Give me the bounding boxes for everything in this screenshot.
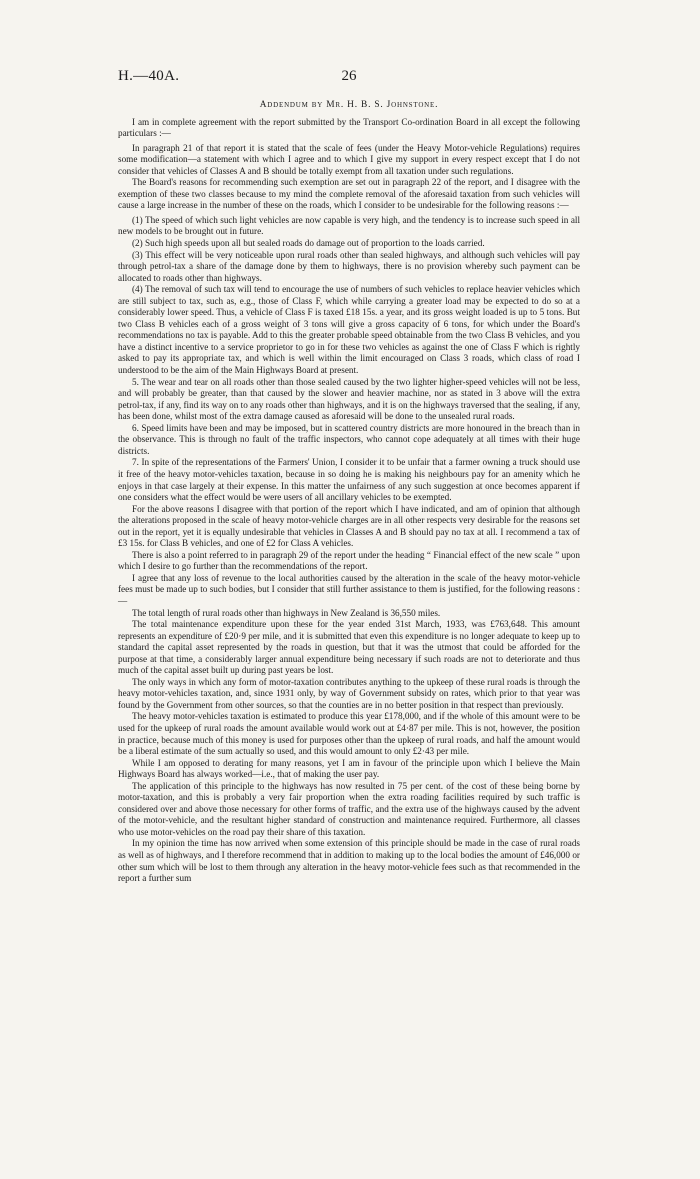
paragraph: The total length of rural roads other than highways in New Zealand is 36,550 miles. — [132, 607, 441, 618]
page-header — [118, 68, 580, 92]
paragraph: I agree that any loss of revenue to the local authorities caused by the alteration in the scale of the heavy motor-vehicle fees must be made up to such bodies, but I consider that still further assistance to them is justified, for the following reasons :— — [118, 572, 580, 606]
paragraph: I am in complete agreement with the report submitted by the Transport Co-ordination Board in all except the following particulars :— — [118, 116, 580, 139]
paragraph: The only ways in which any form of motor-taxation contributes anything to the upkeep of these rural roads is through the heavy motor-vehicles taxation, and, since 1931 only, by way of Government subsidy on rates, which prior to that year was found by the Government from other sources, so that the counties are in no better position in that respect than previously. — [118, 676, 580, 710]
paragraph: In paragraph 21 of that report it is stated that the scale of fees (under the Heavy Motor-vehicle Regulations) requires some modification—a statement with which I agree and to which I give my support in every respect except that I do not consider that vehicles of Classes A and B should be totally exempt from all taxation under such regulations. — [118, 142, 580, 176]
paragraph: The application of this principle to the highways has now resulted in 75 per cent. of the cost of these being borne by motor-taxation, and this is probably a very fair proportion when the extra roading facilities required by such traffic is considered over and above those necessary for other forms of traffic, and the extra use of the highways caused by the advent of the motor-vehicle, and the resultant higher standard of construction and maintenance required. Furthermore, all classes who use motor-vehicles on the road pay their share of this taxation. — [118, 780, 580, 837]
paragraph: The heavy motor-vehicles taxation is estimated to produce this year £178,000, and if the whole of this amount were to be used for the upkeep of rural roads the amount available would work out at £4·87 per mile. This is not, however, the position in practice, because much of this money is used for purposes other than the upkeep of rural roads, and half the amount would be a liberal estimate of the sum actually so used, and this would amount to only £2·43 per mile. — [118, 711, 580, 757]
paragraph: 6. Speed limits have been and may be imposed, but in scattered country districts are more honoured in the breach than in the observance. This is through no fault of the traffic inspectors, who cannot cope adequately at all times with their huge districts. — [118, 422, 580, 456]
document-body — [118, 100, 580, 885]
page-number: 26 — [341, 68, 357, 84]
paragraph: (2) Such high speeds upon all but sealed roads do damage out of proportion to the loads carried. — [132, 238, 485, 249]
paragraph: 5. The wear and tear on all roads other than those sealed caused by the two lighter higher-speed vehicles will not be less, and will probably be greater, than that caused by the slower and heavier machine, nor as stated in 3 above will the extra petrol-tax, if any, find its way on to any roads other than highways, and it is on the highways traversed that the sealing, if any, has been done, whilst most of the extra damage caused as aforesaid will be done to the unsealed rural roads. — [118, 376, 580, 422]
paragraph: In my opinion the time has now arrived when some extension of this principle should be made in the case of rural roads as well as of highways, and I therefore recommend that in addition to making up to the local bodies the amount of £46,000 or other sum which will be lost to them through any alteration in the heavy motor-vehicle fees such as that recommended in the report a further sum — [118, 838, 580, 884]
addendum-title: Addendum by Mr. H. B. S. Johnstone. — [259, 100, 439, 110]
paragraph: The total maintenance expenditure upon these for the year ended 31st March, 1933, was £763,648. This amount represents an expenditure of £20·9 per mile, and it is submitted that even this expenditure is no longer adequate to keep up to standard the capital asset represented by the roads in question, but that it was the utmost that could be afforded for the purpose at that time, a considerably larger annual expenditure being necessary if such roads are not to deteriorate and thus much of the capital asset built up during past years be lost. — [118, 619, 580, 676]
document-reference: H.—40A. — [118, 68, 180, 84]
paragraph: (1) The speed of which such light vehicles are now capable is very high, and the tendency is to increase such speed in all new models to be brought out in future. — [118, 214, 580, 237]
paragraph: For the above reasons I disagree with that portion of the report which I have indicated, and am of opinion that although the alterations proposed in the scale of heavy motor-vehicle charges are in all other respects very desirable for the reasons set out in the report, yet it is equally undesirable that vehicles in Classes A and B should pay no tax at all. I recommend a tax of £3 15s. for Class B vehicles, and one of £2 for Class A vehicles. — [118, 503, 580, 549]
paragraph: 7. In spite of the representations of the Farmers' Union, I consider it to be unfair that a farmer owning a truck should use it free of the heavy motor-vehicles taxation, because in so doing he is making his neighbours pay for an amenity which he enjoys in that case largely at their expense. In this matter the unfairness of any such suggestion at once becomes apparent if one considers what the effect would be were users of all ancillary vehicles to be exempted. — [118, 457, 580, 503]
paragraph: There is also a point referred to in paragraph 29 of the report under the heading “ Financial effect of the new scale ” upon which I desire to go further than the recommendations of the report. — [118, 549, 580, 572]
paragraph: (3) This effect will be very noticeable upon rural roads other than sealed highways, and although such vehicles will pay through petrol-tax a share of the damage done by them to highways, there is no provision whereby such payment can be allocated to roads other than highways. — [118, 249, 580, 283]
paragraph: While I am opposed to derating for many reasons, yet I am in favour of the principle upon which I believe the Main Highways Board has always worked—i.e., that of making the user pay. — [118, 757, 580, 780]
paragraph: (4) The removal of such tax will tend to encourage the use of numbers of such vehicles to replace heavier vehicles which are still subject to tax, such as, e.g., those of Class F, which while carrying a greater load may be expected to do so at a considerably lower speed. Thus, a vehicle of Class F is taxed £18 15s. a year, and its gross weight loaded is up to 5 tons. But two Class B vehicles each of a gross weight of 3 tons will give a gross capacity of 6 tons, for which under the Board's recommendations no tax is payable. Add to this the greater probable speed obtainable from the two Class B vehicles, and you have a distinct incentive to a service proprietor to go in for these two vehicles as against the one of Class F which is rightly asked to pay its appropriate tax, and which is well within the limit encouraged on Class 3 roads, which class of road I understood to be the aim of the Main Highways Board at present. — [118, 284, 580, 376]
paragraph: The Board's reasons for recommending such exemption are set out in paragraph 22 of the report, and I disagree with the exemption of these two classes because to my mind the complete removal of the aforesaid taxation from such vehicles will cause a large increase in the number of these on the roads, which I consider to be undesirable for the following reasons :— — [118, 177, 580, 211]
